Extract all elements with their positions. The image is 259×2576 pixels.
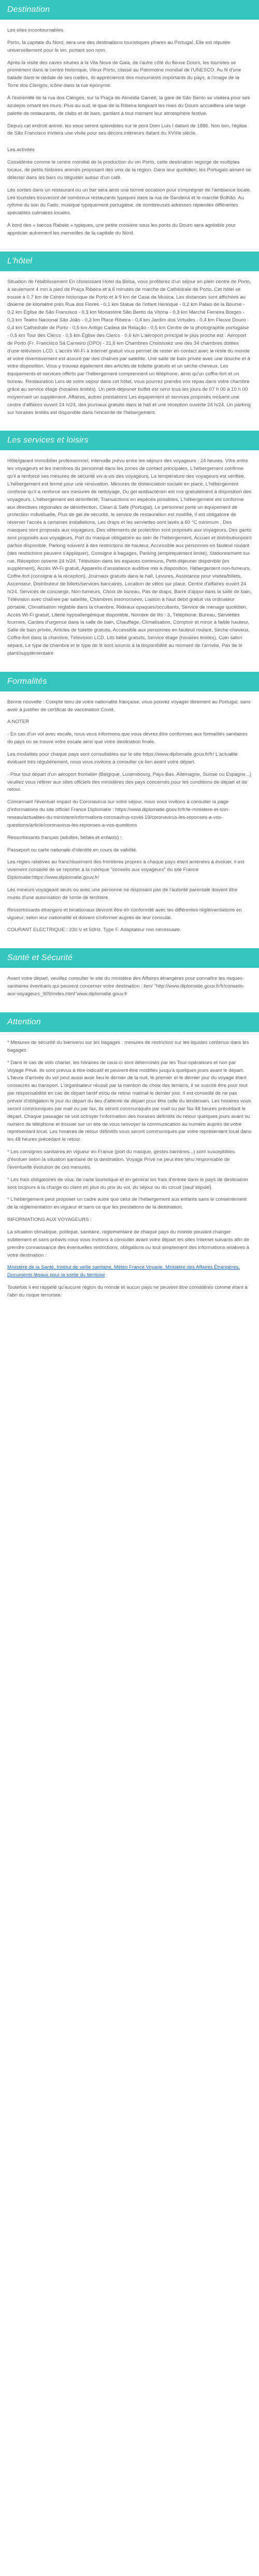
formalites-note-heading: A NOTER (7, 719, 30, 725)
attention-content (0, 1032, 259, 1314)
formalites-content (0, 691, 259, 949)
formalites-paragraph: Ressortissants français (adultes, bébés et enfants) : (7, 834, 122, 841)
destination-spacer (7, 142, 252, 146)
attention-paragraph: * Dans le cas de vols charter, les horaires de ceux-ci sont déterminés par les Tour-opérateurs et non par Voyage Privé. Ils sont prévus à titre indicatif et peuvent être modifiés jusqu'à quelques jours avant le départ. L'heure d'arrivée du vol peut aussi avoir lieu le dernier de la nuit, le premier et le dernier jour du voyage étant consacrés au transport. L'organisateur réussit par la mention de choix des terrains, il se suscité être pour tout par responsabilité en cas de départ tardif et/ou de retour matinal le dernier jour. Il est conseillé de ne pas prévoir d'obligation le jour du départ du lieu d'attente de départ pour être celle du lendemain. Les horaires vous seront communiqués par mail ou par fax, ils seront communiqués par mail ou par fax 48 heures précédant le départ. Chaque passager se voit octroyer l'information des horaires définitifs du retour quelques jours avant ou numéro de téléphone et trouver sur un site de vous renvoyer la communication au numéro auprès de votre représentant local. Les horaires de retour définitifs vous seront communiqués par votre représentant local dans les 48 heures précédant le retour. (7, 1059, 251, 1143)
formalites-paragraph: Les mineurs voyageant seuls ou avec une personne ne disposant pas de l'autorité parentale doivent être munis d'une autorisation de sortie de territoire. (7, 887, 238, 901)
sante-title: Santé et Sécurité (0, 948, 259, 968)
hotel-section (0, 252, 259, 431)
sante-paragraph: Avant votre départ, veuillez consulter le site du ministère des Affaires étrangères pour connaître les risques sanitaires éventuels qui peuvent concerner votre destination : lien/ "http://www.diplomatie.gouv.fr/fr/conseils-aux-voyageurs_909/index.html"www.diplomatie.gouv.fr (7, 976, 245, 997)
destination-paragraph: Les sorties dans un restaurant ou un bar sera ainsi une bonne occasion pour s'imprégner de l'ambiance locale. Les touristes trouveront de nombreux restaurants typiques dans la rua de Sandeira et le marché Bolhão. Au rythme du son du Fado, musique typiquement portugaise, de nombreuses adresses répandes différentes spécialités culinaires locales. (7, 187, 251, 216)
formalites-title: Formalités (0, 672, 259, 691)
hotel-paragraph: Situation de l'établissement En choisissant Hotel da Bolsa, vous profiterez d'un séjour en plein centre de Porto, à seulement 4 min à pied de Praça Ribeira et à 6 minutes de marche de Cathédrale de Porto. Cet hôtel se trouve à 0,7 km de Centre historique de Porto et à 9 km de Casa da Musica. Les distances sont affichées au dixième de kilomètre près Rua dos Flores - 0,1 km Statue de l'infant Henrique - 0,2 km Palais de la Bourse - 0,2 km Église de São Francisco - 0,3 km Monastère São Bento da Vitória - 0,3 km Marché Ferreira Borges - 0,3 km Teatro Nacional São João - 0,3 km Place Ribeira - 0,4 km Jardim dos Virtudes - 0,4 km Fleuve Douro - 0,4 km Cathédrale de Porto - 0,5 km Antigo Cadeia da Relação - 0,5 km Centre de la photographie portugaise - 0,5 km Tour des Clercs - 0,5 km Église des Clercs - 0,6 km L'aéroport principal le plus proche est : Aéroport de Porto (Fr. Francisco Sá Carneiro (OPO) - 21,6 km Chambres Choisissez une des 34 chambres dotées d'une télévision LCD. L'accès Wi-Fi à Internet gratuit vous permet de rester en contact avec le reste du monde et votre divertissement est assuré par des chaînes par satellite. Une salle de bain privée avec une douche et à votre disposition. Vous y trouvez également des articles de toilette gratuits et un sèche-cheveux. Les équipements et services offerts par l'hébergement comprennent un téléphone, ainsi qu'un coffre-fort et un bureau. Restauration Lors de votre séjour dans cet hôtel, vous pourrez prendre vos repas dans votre chambre grâce au service étage (horaires limités). Un petit-déjeuner buffet est servi tous les jours de 07 h 00 à 10 h 00 moyennant un supplément. Affaires, autres prestations Les équipement et services proposés incluent une centre d'affaires ouvert 24 h/24, des journaux gratuits dans le hall et une réception ouverte 24 h/24. Un parking sur horaires limités est disponible dans l'enceinte de l'hébergement. (7, 278, 251, 416)
attention-paragraph: * Les consignes sanitaires en vigueur en France (port du masque, gestes barrières...) sont susceptibles d'évoluer selon la situation sanitaire de la destination. Voyage Privé ne peut être tenu responsable de l'éventuelle évolution de ces mesures. (7, 1149, 235, 1170)
attention-title: Attention (0, 1012, 259, 1032)
destination-paragraph: Porto, la capitale du Nord, sera une des destinations touristiques phares au Portugal. Elle est réputée universellement pour le vin, portant son nom. (7, 39, 231, 53)
destination-paragraph: Depuis cet endroit animé, les vous seront splendides sur le pont Dom Luís I datant de 1886. Non loin, l'église de São Francisco invitera une visite pour ses décors intérieurs datant du XVIIIe siècle. (7, 123, 247, 137)
destination-content (0, 20, 259, 252)
attention-paragraph: La situation climatique, politique, sanitaire, réglementaire de chaque pays du monde pouvant changer subitement et sans préavis nous vous invitons à consulter avant votre départ les sites Internet suivants afin de prendre connaissance des éventuelles restrictions, obligations ou tout simplement des informations relatives à votre destination : (7, 1229, 250, 1258)
hotel-content (0, 271, 259, 431)
services-section (0, 431, 259, 671)
hotel-title: L'hôtel (0, 252, 259, 271)
destination-title: Destination (0, 0, 259, 20)
formalites-paragraph: Les modalités pour chaque pays sont consultables sur le site https://www.diplomatie.gouv.fr/fr/ L'actualité évoluant très régulièrement, nous vous invitons à consulter ce lien avant votre départ. (7, 752, 238, 765)
formalites-paragraph: Bonne nouvelle : Compte tenu de votre nationalité française, vous pouvez voyager librement au Portugal, sans avoir à justifier de certificat de vaccination Covid. (7, 699, 251, 713)
services-content (0, 450, 259, 671)
services-title: Les services et loisirs (0, 431, 259, 450)
destination-subtitle-activities: Les activités (7, 147, 35, 153)
sante-content (0, 968, 259, 1012)
attention-paragraph: * Les frais obligatoires de visa, de carte touristique et en général les frais d'entrée dans le pays de destination sont toujours à la charge du client en plus du prix du vol, du séjour ou du circuit (sauf stipulé). (7, 1176, 248, 1190)
formalites-paragraph: Les règles relatives au franchissement des frontières propres à chaque pays étant amenées à évoluer, il est vivement conseillé de se reporter à la rubrique "conseils aux voyageurs" du site France Diplomatie:https://www.diplomatie.gouv.fr/ (7, 859, 244, 881)
formalites-paragraph: - En cas d'un vol avec escale, nous vous informons que vous devrez être conformes aux formalités sanitaires du pays où se trouve votre escale ainsi que votre destination finale. (7, 731, 248, 745)
attention-section (0, 1012, 259, 1314)
formalites-paragraph: Ressortissants étrangers et binationaux devront être en conformité avec les différentes réglementations en vigueur, selon leur nationalité et doivent s'informer auprès de leur consulat. (7, 907, 242, 921)
attention-info-heading: INFORMATIONS AUX VOYAGEURS : (7, 1217, 92, 1223)
attention-paragraph: Toutefois il est rappelé qu'aucune région du monde et aucun pays ne peuvent être considérés comme étant à l'abri du risque terroriste. (7, 1285, 248, 1298)
formalites-covid-paragraph: Concernant l'éventuel impact du Coronavirus sur votre séjour, nous vous invitons à consulter la page d'informations du site officiel France Diplomatie : https://www.diplomatie.gouv.fr/fr/le-ministere-et-son-reseau/actualites-du-ministere/informations-coronavirus-covid-19/coronavirus-les-reponses-a-vos-questions/article/coronavirus-les-reponses-a-vos-questions (7, 799, 230, 828)
destination-subtitle-sites: Les sites incontournables (7, 27, 64, 33)
destination-paragraph: À bord des « barcos Rabelo » typiques, une petite croisière sous les ponts du Douro sera agréable pour apprécier autrement les merveilles de la capitale du Nord. (7, 223, 236, 237)
attention-paragraph: * Mesures de sécurité du bienvenu sur les bagages : mesures de restriction sur les liquides contenus dans les bagages (7, 1039, 249, 1053)
destination-paragraph: Après la visite des caves situées à la Vila Nova de Gaia, de l'autre côté du fleuve Douro, les touristes se promènent dans le centre historique, Vieux Porto, classé au Patrimoine mondial de l'UNESCO. Au fil d'une balade dans le dédale de ses ruelles, ils apprécieront des monuments importants du pays, à l'image de la Torre dos Clérigos, icône dans la rue éponyme. (7, 60, 241, 89)
formalites-paragraph: COURANT ELECTRIQUE : 230 V et 50Hz. Type F. Adaptateur non nécessaire. (7, 927, 181, 933)
services-paragraph: Hôte/garant immobilier professionnel, intervalle prévu entre les séjours des voyageurs : 24 heures. Vitre entre les voyageurs et les membres du personnel dans les zones de contact principales, L'hébergement confirme qu'il a renforcé ses mesures de sécurité vis-à-vis des voyageurs, La température des voyageurs est vérifiée, L'hébergement est fermé pour une rénovation. Mesures de distanciation sociale en place, L'hébergement confirme qu'il a renforcé ses mesures de nettoyage, Du gel antibactérien est mis gratuitement à disposition des voyageurs, L'hébergement est désinfecté, Transactions en espèces possibles, L'hébergement est conforme aux directives régionales de désinfection, Clean & Safe (Portugal), Le personnel porte un équipement de protection individuelle, Plus de gel de sécurité, le service de restauration est modifié, Il est obligatoire de réserver l'accès à certaines installations, Les draps et les serviettes sont lavés à 60 °C minimum , Des masques sont proposés aux voyageurs, Des vêtements de protection sont proposés aux voyageurs, Des gants sont proposés aux voyageurs, Port du masque obligatoire au sein de l'hébergement, Accueil et distributionpoint parfois disponible, Parking souvent à des restrictions de hauteur, Accessible aux personnes en fauteuil roulant (des restrictions peuvent s'appliquer), Consigne à bagages, Parking (empiriquement limité), Stationnement sur rue, Réception ouverte 24 h/24, Télévision dans les espaces communs, Petit-déjeuner disponible (en supplément), Accès Wi-Fi gratuit, Appareils d'assistance auditive mis à disposition, Hébergement non-fumeurs, Coffre-fort (consigne à la réception), Journaux gratuits dans le hall, Levures, Assistance pour visites/billets, Ascenseur, Distributeur de billets/services bancaires, Location de vélos sur place, Centre d'affaires ouvert 24 h/24, Services de concierge, Non-fumeurs, Choix de bureau, Pas de draps, Barre d'appui dans la salle de bain, Télévision avec chaînes par satellite, Chambres insonorisées, Liaison à haut débit gratuit via ordinateur portable, Climatisation réglable dans la chambre, Rideaux opaques/occultants, Service de ménage quotidien, Accès Wi-Fi gratuit, Literie hypoallergénique disponible, Nombre de lits : 3, Téléphone, Bureau, Serviettes fournies, Cardes d'urgence dans la salle de bain, Chauffage, Climatisation, Comptoir et miroir à faible hauteur, Salle de bain privée, Articles de toilette gratuits, Accessible aux personnes en fauteuil roulant, Sèche-cheveux, Coffre-fort dans la chambre, Télévision LCD, Lits bébé gratuits, Service étage (horaires limités), Coin salon séparé, Le type de chambre et le type de lit sont soumis à la disponibilité au moment de l'arrivée, Pas de lit plant/supplémentaire (7, 458, 252, 656)
attention-paragraph: * L'hébergement peut proposer un cadre autre que celui de l'hébergement aux enfants sans le consentement de la réglementation en vigueur et sans ce que les prestations de la destination. (7, 1197, 247, 1211)
formalites-paragraph: Passeport ou carte nationale d'identité en cours de validité. (7, 847, 137, 853)
destination-paragraph: À l'extrémité de la rua dos Clérigos, sur la Praça de Almeida Garrett, la gare de São Bento se visitera pour ses azulejos ornant les murs. Plus au sud, le quai de la Ribeira longeant les rives du Douro accueillera une large palette de restaurants, de clubs et de bars, gardant à tout moment leur atmosphère festive. (7, 95, 250, 116)
formalites-paragraph: - Pour tout départ d'un aéroport frontalier (Belgique, Luxembourg, Pays-Bas, Allemagne, Suisse ou Espagne...) veuillez vous référer aux sites officiels des ministères des pays concernés pour les conditions de départ et de retour. (7, 771, 252, 793)
destination-section (0, 0, 259, 252)
destination-paragraph: Considérée comme le centre mondial de la production du vin Porto, cette destination regorge de multiples locaux, de petits histoires animés proposant des vins de la région. Dans leur quotidien, les Portugais aiment se délecter dans les bars ou déguster autour d'un café. (7, 159, 251, 181)
sante-section (0, 948, 259, 1012)
attention-links[interactable]: Ministère de la Santé, Institut de veille sanitaire, Météo France Voyage, Ministère des Affaires Étrangères, Documents légaux pour la sortie du territoire (7, 1264, 240, 1278)
formalites-section (0, 672, 259, 949)
